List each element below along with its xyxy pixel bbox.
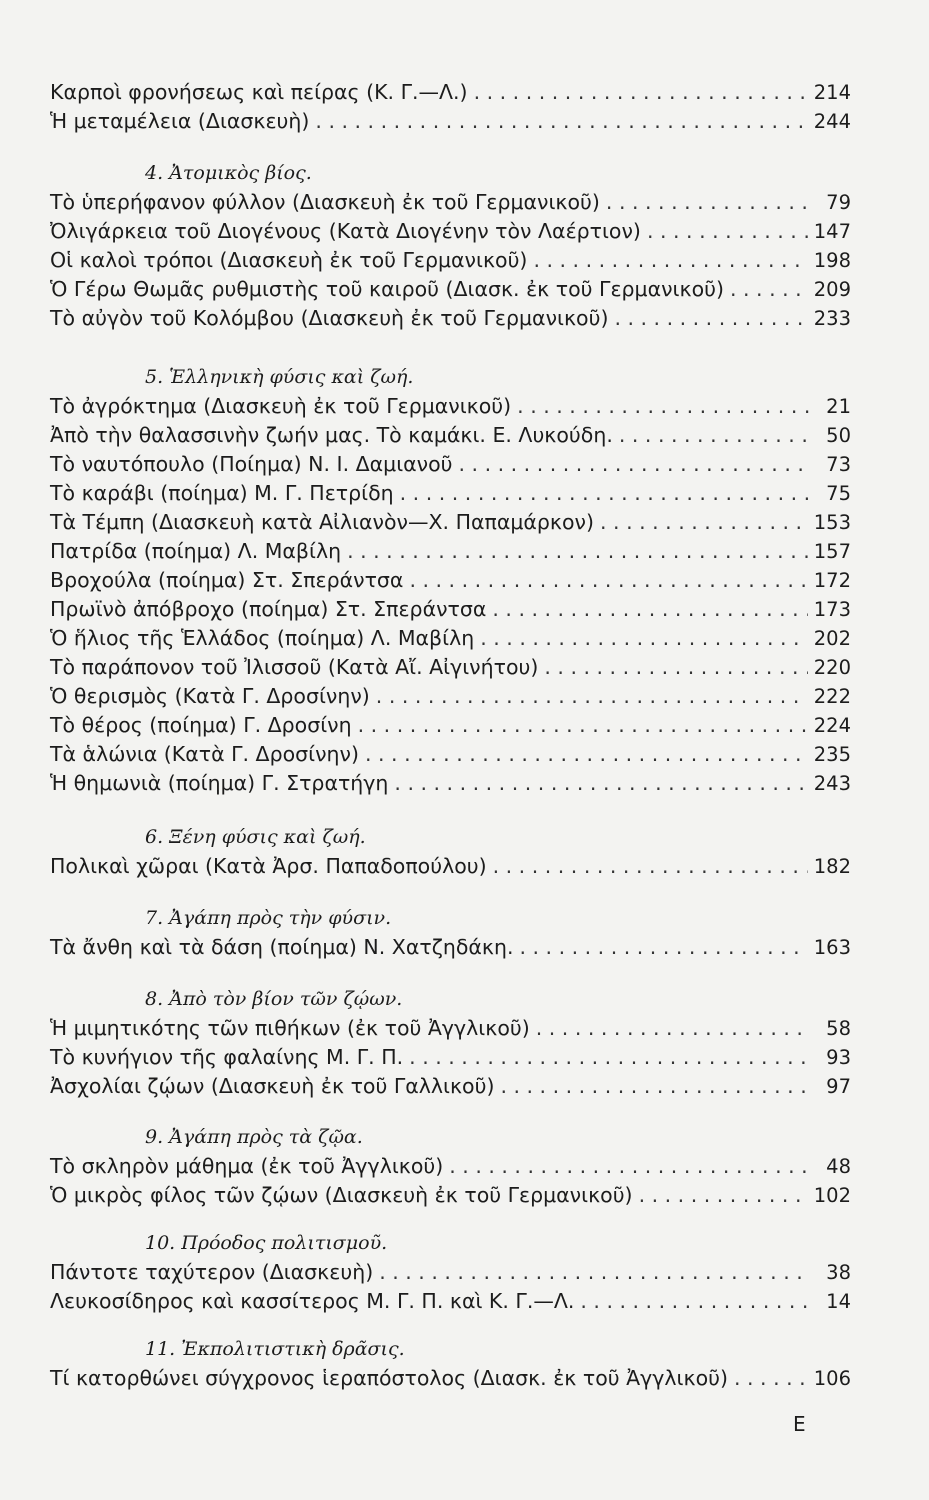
entry-page: 14	[826, 1290, 851, 1313]
section-heading: 4. Ἀτομικὸς βίος.	[145, 162, 312, 184]
toc-entry	[0, 566, 929, 595]
entry-page: 50	[826, 424, 851, 447]
dot-leader	[493, 852, 808, 881]
toc-entry	[0, 1181, 929, 1210]
toc-entry	[0, 78, 929, 107]
entry-title: Τὸ ὑπερήφανον φύλλον (Διασκευὴ ἐκ τοῦ Γερμανικοῦ)	[50, 190, 600, 214]
entry-page: 21	[826, 395, 851, 418]
entry-title: Ὀλιγάρκεια τοῦ Διογένους (Κατὰ Διογένην τὸν Λαέρτιον)	[50, 219, 641, 243]
toc-entry	[0, 421, 929, 450]
toc-section-8	[0, 984, 929, 1101]
entry-page: 147	[813, 220, 851, 243]
section-heading: 7. Ἀγάπη πρὸς τὴν φύσιν.	[145, 907, 392, 929]
toc-entry	[0, 624, 929, 653]
entry-title: Ἀσχολίαι ζῴων (Διασκευὴ ἐκ τοῦ Γαλλικοῦ)	[50, 1074, 495, 1098]
dot-leader	[517, 392, 809, 421]
toc-entry	[0, 1043, 929, 1072]
entry-page: 243	[813, 772, 851, 795]
entry-page: 93	[826, 1046, 851, 1069]
dot-leader	[480, 624, 808, 653]
entry-page: 58	[826, 1017, 851, 1040]
toc-entry	[0, 595, 929, 624]
toc-entry	[0, 1152, 929, 1181]
entry-title: Βροχούλα (ποίημα) Στ. Σπεράντσα	[50, 568, 404, 592]
entry-title: Λευκοσίδηρος καὶ κασσίτερος Μ. Γ. Π. καὶ Κ. Γ.—Λ.	[50, 1289, 575, 1313]
entry-title: Οἱ καλοὶ τρόποι (Διασκευὴ ἐκ τοῦ Γερμανικοῦ)	[50, 248, 528, 272]
dot-leader	[459, 450, 809, 479]
toc-section-6	[0, 822, 929, 881]
toc-entry	[0, 1364, 929, 1393]
section-heading: 10. Πρόοδος πολιτισμοῦ.	[145, 1232, 388, 1254]
entry-page: 157	[813, 540, 851, 563]
entry-page: 222	[813, 685, 851, 708]
section-heading: 5. Ἑλληνικὴ φύσις καὶ ζωή.	[145, 366, 414, 388]
dot-leader	[536, 1014, 809, 1043]
entry-title: Καρποὶ φρονήσεως καὶ πείρας (Κ. Γ.—Λ.)	[50, 80, 468, 104]
entry-title: Τὸ θέρος (ποίημα) Γ. Δροσίνη	[50, 713, 352, 737]
dot-leader	[409, 566, 807, 595]
toc-section-5	[0, 362, 929, 798]
entry-title: Ὁ Γέρω Θωμᾶς ρυθμιστὴς τοῦ καιροῦ (Διασκ. ἐκ τοῦ Γερμανικοῦ)	[50, 277, 724, 301]
entry-title: Τὸ αὐγὸν τοῦ Κολόμβου (Διασκευὴ ἐκ τοῦ Γερμανικοῦ)	[50, 306, 609, 330]
entry-title: Ἡ μεταμέλεια (Διασκευὴ)	[50, 109, 310, 133]
entry-page: 244	[813, 110, 851, 133]
entry-page: 38	[826, 1261, 851, 1284]
entry-title: Πρωϊνὸ ἀπόβροχο (ποίημα) Στ. Σπεράντσα	[50, 597, 487, 621]
dot-leader	[358, 711, 808, 740]
section-heading: 6. Ξένη φύσις καὶ ζωή.	[145, 826, 366, 848]
toc-entry	[0, 740, 929, 769]
entry-page: 198	[813, 249, 851, 272]
toc-entry	[0, 246, 929, 275]
dot-leader	[533, 246, 807, 275]
dot-leader	[639, 1181, 808, 1210]
entry-title: Ὁ μικρὸς φίλος τῶν ζῴων (Διασκευὴ ἐκ τοῦ Γερμανικοῦ)	[50, 1183, 633, 1207]
entry-title: Τὸ κυνήγιον τῆς φαλαίνης Μ. Γ. Π.	[50, 1045, 404, 1069]
entry-page: 97	[826, 1075, 851, 1098]
entry-title: Τὰ ἁλώνια (Κατὰ Γ. Δροσίνην)	[50, 742, 359, 766]
entry-title: Τὰ Τέμπη (Διασκευὴ κατὰ Αἰλιανὸν—Χ. Παπαμάρκον)	[50, 510, 595, 534]
dot-leader	[544, 653, 807, 682]
entry-title: Τὸ παράπονον τοῦ Ἰλισσοῦ (Κατὰ Αἴ. Αἰγινήτου)	[50, 655, 539, 679]
toc-entry	[0, 537, 929, 566]
toc-entry	[0, 1287, 929, 1316]
dot-leader	[730, 275, 808, 304]
toc-entry	[0, 711, 929, 740]
dot-leader	[379, 1258, 809, 1287]
entry-page: 182	[813, 855, 851, 878]
dot-leader	[474, 78, 808, 107]
dot-leader	[347, 537, 808, 566]
toc-entry	[0, 682, 929, 711]
toc-entry	[0, 450, 929, 479]
entry-page: 73	[826, 453, 851, 476]
toc-entry	[0, 392, 929, 421]
dot-leader	[519, 933, 807, 962]
entry-title: Τὰ ἄνθη καὶ τὰ δάση (ποίημα) Ν. Χατζηδάκη.	[50, 935, 514, 959]
entry-title: Πάντοτε ταχύτερον (Διασκευὴ)	[50, 1260, 374, 1284]
entry-title: Ἡ θημωνιὰ (ποίημα) Γ. Στρατήγη	[50, 771, 389, 795]
section-heading: 9. Ἀγάπη πρὸς τὰ ζῷα.	[145, 1126, 363, 1148]
toc-section-continued	[0, 78, 929, 136]
toc-entry	[0, 653, 929, 682]
dot-leader	[580, 1287, 809, 1316]
toc-entry	[0, 1072, 929, 1101]
entry-title: Ὁ θερισμὸς (Κατὰ Γ. Δροσίνην)	[50, 684, 370, 708]
entry-page: 233	[813, 307, 851, 330]
toc-entry	[0, 933, 929, 962]
entry-page: 75	[826, 482, 851, 505]
toc-section-7	[0, 903, 929, 962]
entry-page: 220	[813, 656, 851, 679]
dot-leader	[647, 217, 808, 246]
toc-entry	[0, 852, 929, 881]
toc-section-11	[0, 1334, 929, 1393]
entry-title: Τὸ ναυτόπουλο (Ποίημα) Ν. Ι. Δαμιανοῦ	[50, 452, 453, 476]
entry-page: 153	[813, 511, 851, 534]
entry-page: 172	[813, 569, 851, 592]
dot-leader	[614, 304, 807, 333]
entry-title: Τὸ καράβι (ποίημα) Μ. Γ. Πετρίδη	[50, 481, 394, 505]
entry-title: Πατρίδα (ποίημα) Λ. Μαβίλη	[50, 539, 342, 563]
toc-entry	[0, 508, 929, 537]
entry-page: 163	[813, 936, 851, 959]
entry-title: Τὸ ἀγρόκτημα (Διασκευὴ ἐκ τοῦ Γερμανικοῦ)	[50, 394, 512, 418]
dot-leader	[315, 107, 807, 136]
entry-title: Ἀπὸ τὴν θαλασσινὴν ζωήν μας. Τὸ καμάκι. Ε. Λυκούδη.	[50, 423, 613, 447]
toc-section-9	[0, 1122, 929, 1210]
entry-page: 209	[813, 278, 851, 301]
entry-page: 214	[813, 81, 851, 104]
toc-entry	[0, 304, 929, 333]
entry-page: 235	[813, 743, 851, 766]
toc-entry	[0, 1014, 929, 1043]
entry-page: 202	[813, 627, 851, 650]
dot-leader	[449, 1152, 809, 1181]
entry-title: Τί κατορθώνει σύγχρονος ἱεραπόστολος (Διασκ. ἐκ τοῦ Ἀγγλικοῦ)	[50, 1366, 728, 1390]
entry-page: 224	[813, 714, 851, 737]
toc-entry	[0, 769, 929, 798]
dot-leader	[600, 508, 808, 537]
toc-entry	[0, 188, 929, 217]
page-folio: Ε	[793, 1412, 806, 1436]
toc-entry	[0, 275, 929, 304]
entry-page: 173	[813, 598, 851, 621]
dot-leader	[409, 1043, 809, 1072]
dot-leader	[606, 188, 809, 217]
entry-page: 102	[813, 1184, 851, 1207]
dot-leader	[734, 1364, 808, 1393]
section-heading: 8. Ἀπὸ τὸν βίον τῶν ζῴων.	[145, 988, 403, 1010]
toc-entry	[0, 479, 929, 508]
entry-title: Ἡ μιμητικότης τῶν πιθήκων (ἐκ τοῦ Ἀγγλικοῦ)	[50, 1016, 530, 1040]
toc-section-4	[0, 158, 929, 333]
entry-title: Ὁ ἥλιος τῆς Ἑλλάδος (ποίημα) Λ. Μαβίλη	[50, 626, 475, 650]
dot-leader	[400, 479, 809, 508]
entry-page: 79	[826, 191, 851, 214]
dot-leader	[365, 740, 808, 769]
entry-page: 106	[813, 1367, 851, 1390]
entry-title: Πολικαὶ χῶραι (Κατὰ Ἀρσ. Παπαδοπούλου)	[50, 854, 487, 878]
dot-leader	[619, 421, 809, 450]
dot-leader	[376, 682, 808, 711]
entry-page: 48	[826, 1155, 851, 1178]
toc-entry	[0, 217, 929, 246]
toc-entry	[0, 1258, 929, 1287]
dot-leader	[500, 1072, 809, 1101]
dot-leader	[492, 595, 807, 624]
entry-title: Τὸ σκληρὸν μάθημα (ἐκ τοῦ Ἀγγλικοῦ)	[50, 1154, 444, 1178]
dot-leader	[394, 769, 807, 798]
toc-section-10	[0, 1228, 929, 1316]
toc-entry	[0, 107, 929, 136]
section-heading: 11. Ἐκπολιτιστικὴ δρᾶσις.	[145, 1338, 405, 1360]
